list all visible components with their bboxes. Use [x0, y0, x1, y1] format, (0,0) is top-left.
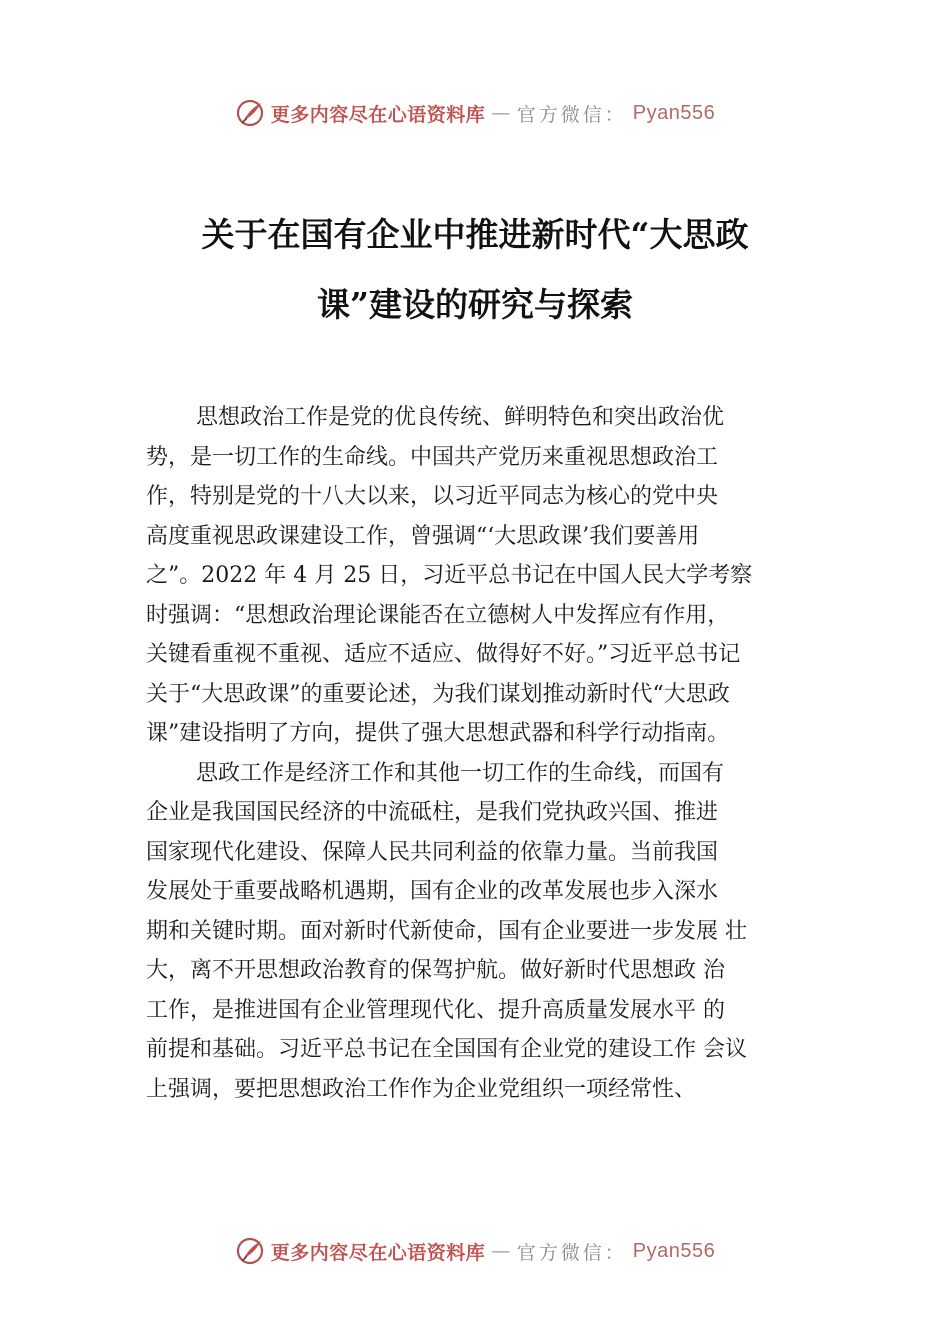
text-line: 高度重视思政课建设工作，曾强调“‘大思政课’我们要善用	[146, 523, 700, 549]
watermark-brand: 更多内容尽在心语资料库	[270, 1241, 486, 1264]
text-line: 大，离不开思想政治教育的保驾护航。做好新时代思想政 治	[146, 958, 725, 983]
header-watermark	[0, 98, 950, 128]
text-line: 发展处于重要战略机遇期，国有企业的改革发展也步入深水	[146, 879, 719, 904]
watermark-wechat-label: 官方微信：	[516, 1241, 627, 1264]
text-line: 上强调，要把思想政治工作作为企业党组织一项经常性、	[146, 1076, 697, 1102]
watermark-dash: —	[491, 1240, 511, 1262]
title-line-1: 关于在国有企业中推进新时代“大思政	[201, 215, 749, 254]
text-line: 课”建设指明了方向，提供了强大思想武器和科学行动指南。	[146, 721, 730, 746]
text-line: 思想政治工作是党的优良传统、鲜明特色和突出政治优	[196, 405, 725, 430]
text-line: 期和关键时期。面对新时代新使命，国有企业要进一步发展 壮	[146, 918, 747, 944]
title-line-2: 课”建设的研究与探索	[317, 285, 633, 324]
text-line: 前提和基础。习近平总书记在全国国有企业党的建设工作 会议	[146, 1037, 747, 1062]
watermark-brand: 更多内容尽在心语资料库	[270, 103, 486, 126]
paragraph-2	[146, 754, 836, 1110]
quill-logo-icon	[235, 98, 265, 128]
text-line: 时强调：“思想政治理论课能否在立德树人中发挥应有作用，	[146, 602, 730, 628]
watermark-wechat-id: Pyan556	[632, 101, 716, 124]
text-line: 关键看重视不重视、适应不适应、做得好不好。”习近平总书记	[146, 642, 741, 667]
text-line: 作，特别是党的十八大以来，以习近平同志为核心的党中央	[146, 484, 719, 509]
paragraph-1	[146, 398, 836, 754]
text-line: 之”。2022 年 4 月 25 日，习近平总书记在中国人民大学考察	[146, 563, 753, 588]
footer-watermark	[0, 1236, 950, 1266]
quill-logo-icon	[235, 1236, 265, 1266]
document-body	[146, 398, 836, 1109]
text-line: 思政工作是经济工作和其他一切工作的生命线，而国有	[196, 760, 725, 786]
document-title	[140, 200, 810, 340]
watermark-wechat-label: 官方微信：	[516, 103, 627, 126]
text-line: 工作，是推进国有企业管理现代化、提升高质量发展水平 的	[146, 997, 725, 1023]
text-line: 关于“大思政课”的重要论述，为我们谋划推动新时代“大思政	[146, 681, 730, 707]
watermark-wechat-id: Pyan556	[632, 1239, 716, 1262]
text-line: 企业是我国国民经济的中流砥柱，是我们党执政兴国、推进	[146, 800, 719, 825]
text-line: 国家现代化建设、保障人民共同利益的依靠力量。当前我国	[146, 839, 719, 865]
text-line: 势，是一切工作的生命线。中国共产党历来重视思想政治工	[146, 444, 719, 470]
watermark-dash: —	[491, 102, 511, 124]
